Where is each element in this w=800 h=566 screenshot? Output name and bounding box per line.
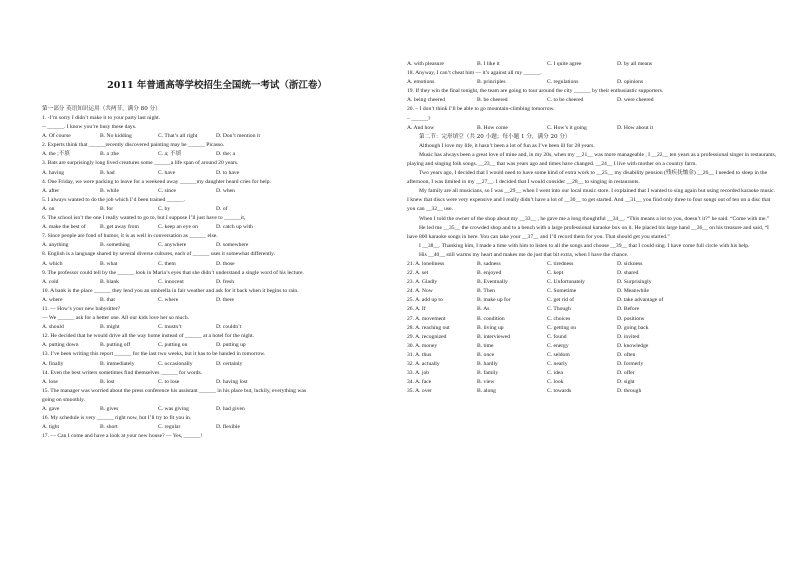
answer-option: A. tight: [42, 424, 60, 431]
cloze-option-row: [407, 324, 777, 333]
answer-option: C. I quite agree: [547, 61, 582, 67]
answer-option: B. while: [100, 187, 119, 194]
answer-option: D. when: [216, 187, 235, 194]
question-text: 13. I’ve been writing this report ______ for the last two weeks, but it has to be handed in tomorrow.: [42, 351, 266, 358]
answer-option: B. short: [100, 424, 118, 431]
cloze-option: B. As: [477, 306, 490, 313]
answer-options: [407, 60, 777, 69]
cloze-option: D. often: [617, 351, 636, 358]
answer-option: A. on: [42, 205, 55, 212]
answer-options: [42, 323, 392, 332]
cloze-option: D. sight: [617, 379, 635, 386]
answer-option: A. which: [42, 260, 63, 267]
answer-option: C. to lose: [158, 378, 180, 385]
answer-option: A. And how: [407, 124, 435, 131]
cloze-option: B. enjoyed: [477, 270, 502, 277]
cloze-option: C. choices: [547, 315, 571, 322]
cloze-passage: [407, 142, 777, 260]
answer-option: D. had given: [216, 406, 245, 412]
answer-option: D. by all means: [617, 61, 653, 67]
answer-option: D. to have: [216, 169, 240, 176]
cloze-option: 23. A. Gladly: [407, 279, 438, 286]
answer-option: C. a; 不填: [158, 151, 182, 158]
cloze-option: 22. A. set: [407, 270, 429, 277]
cloze-option: D. formerly: [617, 361, 644, 367]
question-text: 8. English is a language shared by several diverse cultures, each of ______ uses it somewhat differently.: [42, 251, 276, 258]
cloze-option: C. look: [547, 379, 564, 386]
answer-option: C. to be cheered: [547, 97, 584, 104]
cloze-option: C. towards: [547, 388, 572, 395]
passage-paragraph: I __38__. Thanking him, I made a time with him to listen to all the songs and choose __39__ that I could sing. I have come full circle with his help.: [419, 242, 750, 249]
answer-option: D. of: [216, 205, 228, 212]
cloze-option: B. hardly: [477, 361, 498, 367]
answer-option: D. there: [216, 296, 235, 303]
passage-paragraph: When I told the owner of the shop about my __33__ , he gave me a long thoughtful __34__. “This means a lot to you, doesn’t it?” he said. “Come with me.”: [419, 215, 770, 222]
cloze-option-row: [407, 278, 777, 287]
answer-option: D. opinions: [617, 79, 644, 86]
cloze-option: B. Eventually: [477, 279, 508, 286]
answer-option: A. being cheered: [407, 97, 446, 104]
answer-option: A. having: [42, 169, 65, 176]
answer-option: A. where: [42, 296, 63, 303]
cloze-option: B. view: [477, 379, 495, 386]
answer-options: [42, 341, 392, 350]
answer-options: [42, 405, 392, 414]
answer-option: C. keep an eye on: [158, 224, 198, 231]
answer-option: D. certainly: [216, 360, 243, 367]
cloze-option: D. knowledge: [617, 342, 649, 349]
cloze-option: 35. A. over: [407, 388, 432, 395]
cloze-option: 33. A. job: [407, 370, 430, 377]
question-text: – ______?: [407, 115, 431, 122]
answer-option: D. having lost: [216, 378, 248, 385]
cloze-option-row: [407, 387, 777, 396]
passage-paragraph: He led me __35__ the crowded shop and to a bench with a large professional karaoke box on it. He placed his large hand __36__ on his treasure and said, “I have 800 karaoke songs in here. You can take your __37__ and I’ll record them for you. That should get you started.”: [407, 224, 769, 240]
answer-option: B. that: [100, 296, 115, 303]
answer-option: D. somewhere: [216, 242, 249, 249]
cloze-option: C. Though: [547, 306, 571, 313]
answer-option: A. emotions: [407, 79, 435, 86]
answer-options: [42, 132, 392, 141]
answer-option: C. How’s it going: [547, 124, 587, 131]
answer-option: D. flexible: [216, 424, 240, 431]
question-text: 10. A bank is the place ______ they lend you an umbrella in fair weather and ask for it back when it begins to rain.: [42, 287, 299, 294]
cloze-option: C. getting on: [547, 324, 577, 331]
answer-option: C. since: [158, 187, 177, 194]
question-text: 11. — How’s your new babysitter?: [42, 305, 121, 312]
cloze-option: B. living up: [477, 324, 504, 331]
passage-paragraph: My family are all musicians, so I was __29__ when I went into our local music store. I explained that I wanted to sing again but using recorded karaoke music. I knew that discs were very expensive and I really didn’t have a lot of __30__ to get started. And __31__ you find only three to four songs out of ten on a disc that you can __32__ use.: [407, 188, 776, 213]
answer-option: B. How come: [477, 124, 508, 131]
cloze-option: D. Meanwhile: [617, 288, 650, 295]
answer-option: B. lost: [100, 378, 115, 385]
question-text: 1. -I’m sorry I didn’t make it to your party last night.: [42, 115, 161, 121]
cloze-option: 24. A. Now: [407, 288, 433, 295]
answer-option: C. occasionally: [158, 360, 193, 367]
cloze-option: 34. A. face: [407, 379, 432, 386]
cloze-option: 32. A. actually: [407, 361, 440, 367]
answer-options: [42, 378, 392, 387]
cloze-option: C. Sometime: [547, 288, 577, 295]
answer-options: [42, 423, 392, 432]
cloze-option: B. interviewed: [477, 333, 510, 340]
answer-option: B. something: [100, 242, 130, 249]
answer-option: A. anything: [42, 242, 69, 249]
answer-option: A. putting down: [42, 342, 79, 349]
answer-option: B. principles: [477, 79, 506, 86]
answer-option: D. those: [216, 260, 235, 267]
cloze-option-row: [407, 315, 777, 324]
answer-option: B. for: [100, 205, 114, 212]
answer-option: C. by: [158, 205, 171, 212]
answer-option: D. the; a: [216, 151, 236, 158]
cloze-option-row: [407, 296, 777, 305]
answer-options: [407, 124, 777, 133]
cloze-option: C. Unfortunately: [547, 279, 585, 286]
cloze-option: D. Surprisingly: [617, 279, 652, 286]
cloze-option-row: [407, 369, 777, 378]
answer-option: C. regular: [158, 424, 181, 431]
answer-option: B. No kidding: [100, 133, 132, 140]
question-text: 6. The school isn’t the one I really wanted to go to, but I suppose I’ll just have to ______it,: [42, 215, 246, 222]
question-text: 9. The professor could tell by the ______ look in Maria’s eyes that she didn’t understand a single word of his lecture.: [42, 269, 304, 276]
left-column: [42, 72, 392, 441]
cloze-option: D. take advantage of: [617, 297, 664, 304]
cloze-option: D. invited: [617, 333, 640, 340]
answer-option: D. fresh: [216, 278, 235, 285]
question-text: going on smoothly.: [42, 396, 85, 403]
answer-option: C. anywhere: [158, 242, 187, 249]
right-column: [407, 60, 777, 396]
cloze-option: D. going back: [617, 324, 649, 331]
answer-options: [42, 296, 392, 305]
cloze-option: C. energy: [547, 342, 569, 349]
cloze-option-row: [407, 269, 777, 278]
answer-option: C. have: [158, 169, 176, 176]
cloze-option: 26. A. If: [407, 306, 426, 313]
answer-option: B. a ;the: [100, 151, 119, 158]
cloze-option-row: [407, 360, 777, 369]
cloze-option: B. make up for: [477, 297, 511, 304]
answer-option: B. what: [100, 260, 118, 267]
question-text: 16. My schedule is very ______ right now, but I’ll try to fit you in.: [42, 415, 192, 422]
cloze-option: 29. A. recognized: [407, 333, 447, 340]
cloze-option: B. Then: [477, 288, 495, 295]
question-text: — We ______ ask for a better one. All our kids love her so much.: [42, 315, 190, 322]
exam-title: 2011 年普通高等学校招生全国统一考试（浙江卷）: [107, 80, 327, 91]
answer-option: D. Don’t mention it: [216, 133, 261, 140]
question-text: 15. The manager was worried about the press conference his assistant ______ in his place but, luckily, everything was: [42, 387, 307, 394]
cloze-option-row: [407, 378, 777, 387]
cloze-option: C. nearly: [547, 361, 568, 367]
answer-option: A. should: [42, 324, 64, 331]
cloze-option: 30. A. money: [407, 342, 438, 349]
answer-options: [42, 187, 392, 196]
answer-option: B. gives: [100, 406, 119, 412]
cloze-option: 25. A. add up to: [407, 297, 443, 304]
cloze-option: 27. A. movement: [407, 315, 446, 322]
answer-options: [407, 78, 777, 87]
cloze-option: C. found: [547, 333, 567, 340]
cloze-option: B. sadness: [477, 260, 501, 267]
cloze-option: D. offer: [617, 370, 635, 377]
answer-option: D. couldn’t: [216, 324, 242, 331]
question-text: 2. Experts think that ______recently discovered painting may be ______ Picasso.: [42, 142, 225, 149]
answer-option: B. immediately: [100, 360, 135, 367]
answer-option: B. I like it: [477, 61, 500, 67]
answer-option: C. putting on: [158, 342, 188, 349]
answer-option: D. catch up with: [216, 224, 253, 231]
question-text: 4. One Friday, we were packing to leave for a weekend away ______my daughter heard cries for help.: [42, 178, 271, 185]
question-text: 3. Bats are surprisingly long lived creatures some ______a life span of around 20 years.: [42, 160, 239, 167]
cloze-option: D. Before: [617, 306, 640, 313]
cloze-option-row: [407, 260, 777, 269]
cloze-option: 28. A. reaching out: [407, 324, 450, 331]
answer-option: C. regulations: [547, 79, 579, 86]
cloze-option-row: [407, 351, 777, 360]
question-text: 5. I always wanted to do the job which I’d been trained ______.: [42, 196, 185, 203]
cloze-option: C. get rid of: [547, 297, 575, 304]
cloze-option: B. once: [477, 351, 495, 358]
cloze-option: B. time: [477, 342, 494, 349]
passage-paragraph: Music has always been a great love of mine and, in my 20s, when my __21__ was more manageable , I __22__ ten years as a professional singer in restaurants, playing and singing folk songs. __23__ that was years ago and times have changed. __24__ I live with mother on a country farm.: [407, 151, 777, 167]
answer-options: [42, 169, 392, 178]
cloze-option: 21. A. loneliness: [407, 260, 445, 267]
section-heading: 第一部分 英语知识运用（共两节，满分 80 分）: [42, 106, 161, 112]
answer-option: B. might: [100, 324, 120, 331]
cloze-option: B. condition: [477, 315, 505, 322]
answer-option: A. lose: [42, 378, 58, 385]
question-text: 12. He decided that he would drive all the way home instead of ______ at a hotel for the night.: [42, 333, 255, 340]
cloze-option: 31. A. thus: [407, 351, 432, 358]
answer-option: C. mustn’t: [158, 324, 182, 331]
answer-options: [42, 260, 392, 269]
answer-option: D. putting up: [216, 342, 246, 349]
answer-option: B. putting off: [100, 342, 131, 349]
cloze-option: C. seldom: [547, 351, 570, 358]
answer-option: A. the ;不填: [42, 151, 70, 158]
question-text: 14. Even the best writers sometimes find themselves ______ for words.: [42, 369, 203, 376]
question-text: 7. Since people are fond of humor, it is as well in conversation as ______ else.: [42, 233, 218, 240]
cloze-option: C. tiredness: [547, 260, 574, 267]
answer-option: C. where: [158, 296, 179, 303]
cloze-section-heading: 第二节：完形填空（共 20 小题；每小题 1 分，满分 20 分）: [419, 133, 571, 140]
answer-option: C. That’s all right: [158, 133, 198, 140]
cloze-option: B. along: [477, 388, 496, 395]
answer-option: A. make the best of: [42, 224, 86, 231]
cloze-option: D. through: [617, 388, 642, 395]
cloze-option: C. idea: [547, 370, 563, 377]
answer-option: D. were cheered: [617, 97, 654, 104]
answer-option: A. finally: [42, 360, 64, 367]
cloze-options: [407, 260, 777, 396]
question-text: 17. — Can I come and have a look at your new house? — Yes, ______!: [42, 433, 203, 440]
answer-option: A. cold: [42, 278, 59, 285]
answer-option: A. after: [42, 187, 60, 194]
cloze-option: D. positions: [617, 315, 645, 322]
cloze-option: B. family: [477, 370, 499, 377]
answer-options: [42, 360, 392, 369]
answer-option: B. get away from: [100, 224, 139, 231]
passage-paragraph: His __40__ still warms my heart and makes me do just that bit extra, when I have the chance.: [419, 251, 629, 258]
answer-option: C. them: [158, 260, 176, 267]
answer-option: A. with pleasure: [407, 61, 444, 67]
answer-option: C. was giving: [158, 406, 189, 412]
cloze-option-row: [407, 305, 777, 314]
cloze-option-row: [407, 342, 777, 351]
answer-options: [42, 241, 392, 250]
answer-options: [42, 223, 392, 232]
passage-paragraph: Although I love my life, it hasn’t been a lot of fun as I’ve been ill for 28 years.: [419, 142, 595, 149]
answer-options: [42, 205, 392, 214]
passage-paragraph: Two years ago, I decided that I would need to have some kind of extra work to __25__ my disability pension (残疾抚恤金) __26__ I needed to sleep in the afternoon, I was limited in my __27__. I decided that I would consider __28__ to singing in restaurants.: [407, 170, 768, 186]
cloze-option: D. sickness: [617, 260, 643, 267]
answer-option: B. blank: [100, 278, 119, 285]
answer-option: A. gave: [42, 406, 60, 412]
right-question-list: [407, 60, 777, 133]
question-text: -- ______. I know you’re busy these days.: [42, 124, 137, 131]
answer-options: [407, 96, 777, 105]
left-question-list: [42, 114, 392, 441]
answer-option: B. had: [100, 169, 115, 176]
answer-option: C. innocent: [158, 278, 184, 285]
cloze-option-row: [407, 333, 777, 342]
cloze-option: D. shared: [617, 270, 639, 277]
answer-options: [42, 278, 392, 287]
question-text: 18. Anyway, I can’t cheat him — it’s against all my ______.: [407, 70, 542, 77]
cloze-option: C. kept: [547, 270, 564, 277]
answer-option: A. Of course: [42, 133, 71, 140]
answer-options: [42, 150, 392, 159]
cloze-option-row: [407, 287, 777, 296]
answer-option: B. be cheered: [477, 97, 508, 104]
question-text: 20. – I don’t think I’ll be able to go mountain-climbing tomorrow.: [407, 106, 555, 113]
answer-option: D. How about it: [617, 124, 654, 131]
question-text: 19. If they win the final tonight, the team are going to tour around the city ______ by their enthusiastic supporters.: [407, 88, 664, 95]
